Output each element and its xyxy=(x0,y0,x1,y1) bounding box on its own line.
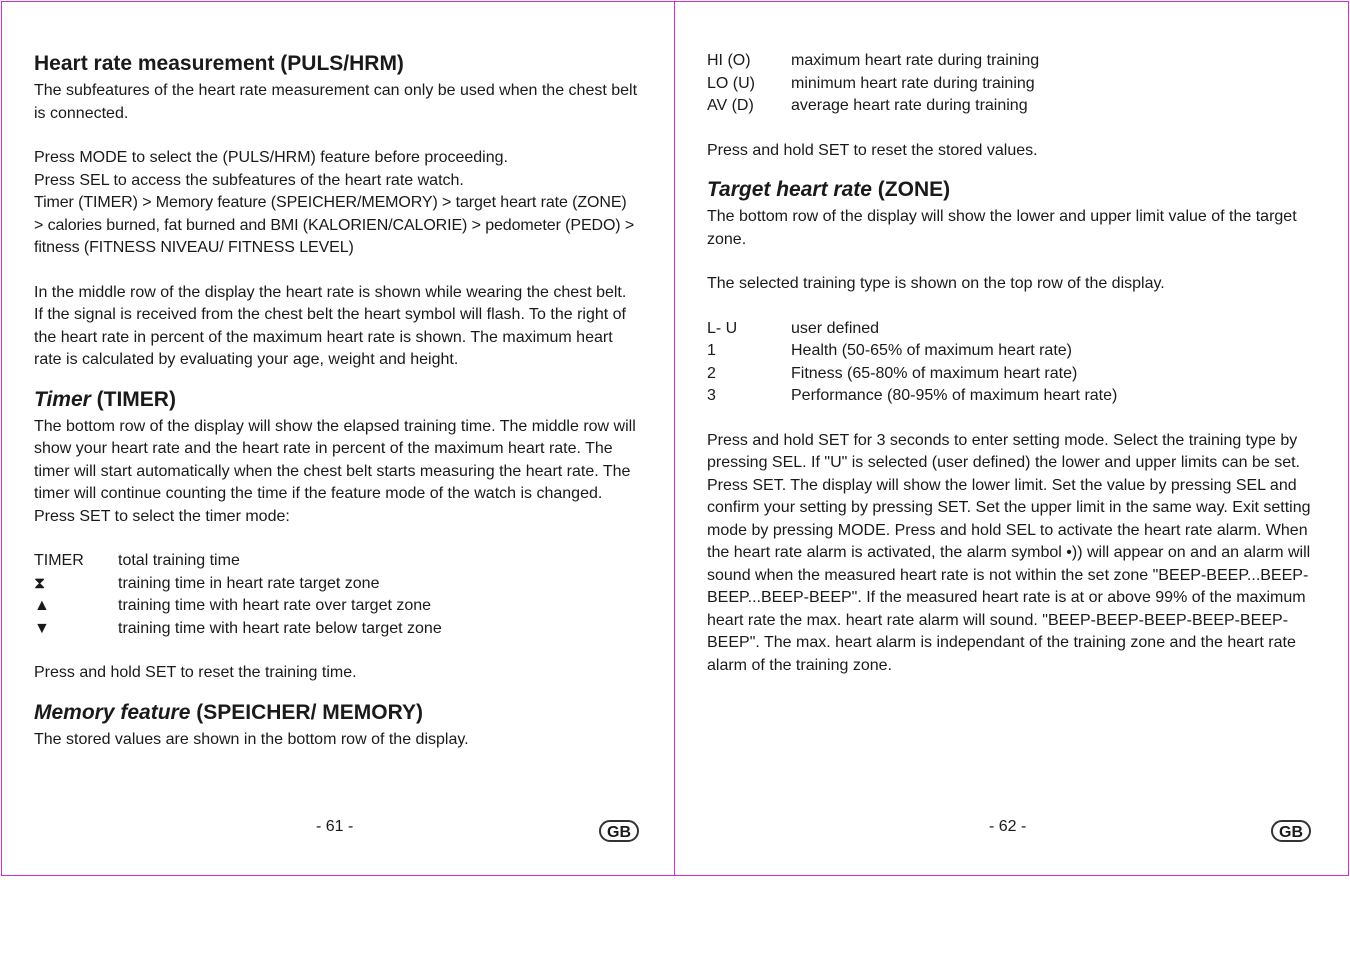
list-item-value: Performance (80-95% of maximum heart rate) xyxy=(791,387,1118,404)
list-item xyxy=(707,385,1312,408)
list-item-key: L- U xyxy=(707,319,738,337)
list-item xyxy=(34,550,638,573)
list-item-key: TIMER xyxy=(34,552,84,569)
list-item-value: training time with heart rate over target zone xyxy=(118,597,432,614)
training-type-text: The selected training type is shown on the top row of the display. xyxy=(707,275,1165,292)
list-item xyxy=(34,595,638,618)
list-item-key: LO (U) xyxy=(707,74,755,92)
list-item-value: total training time xyxy=(118,552,240,569)
timer-description: The bottom row of the display will show the elapsed training time. The middle row will show your heart rate and the heart rate in percent of the maximum heart rate. The timer will start automatically when the chest belt starts measuring the heart rate. The timer will continue counting the time if the feature mode of the watch is changed. xyxy=(34,417,636,502)
language-badge: GB xyxy=(599,820,639,842)
list-item xyxy=(707,73,1312,96)
list-item xyxy=(707,340,1312,363)
middle-row-text: In the middle row of the display the heart rate is shown while wearing the chest belt. If the signal is received from the chest belt the heart symbol will flash. To the right of the heart rate in percent of the maximum heart rate is shown. The maximum heart rate is calculated by evaluating your age, weight and height. xyxy=(34,283,627,368)
memory-values-list xyxy=(707,50,1312,118)
memory-description: The stored values are shown in the bottom row of the display. xyxy=(34,730,469,748)
memory-reset-text: Press and hold SET to reset the stored values. xyxy=(707,141,1038,159)
timer-reset-text: Press and hold SET to reset the training time. xyxy=(34,664,357,681)
list-item-value: user defined xyxy=(791,319,880,337)
page-number: - 62 - xyxy=(989,818,1027,835)
list-item-value: Health (50-65% of maximum heart rate) xyxy=(791,342,1072,359)
heart-rate-intro: The subfeatures of the heart rate measurement can only be used when the chest belt is connected. xyxy=(34,82,638,122)
list-item-key: 2 xyxy=(707,364,716,382)
list-item-value: training time with heart rate below target zone xyxy=(118,619,442,637)
list-item-key: HI (O) xyxy=(707,52,751,69)
page-number: - 61 - xyxy=(316,818,354,835)
timer-mode-list xyxy=(34,550,638,640)
list-item-value: Fitness (65-80% of maximum heart rate) xyxy=(791,364,1078,382)
target-zone-heading: Target heart rate (ZONE) xyxy=(707,178,951,201)
press-sel-text: Press SEL to access the subfeatures of the heart rate watch. xyxy=(34,171,464,189)
training-type-list xyxy=(707,318,1312,408)
subfeature-sequence: Timer (TIMER) > Memory feature (SPEICHER/MEMORY) > target heart rate (ZONE) > calories burned, fat burned and BMI (KALORIEN/CALORIE) > pedometer (PEDO) > fitness (FITNESS NIVEAU/ FITNESS LEVEL) xyxy=(34,194,635,256)
list-item-value: maximum heart rate during training xyxy=(791,52,1040,69)
list-item-key: ⧗ xyxy=(34,574,46,592)
list-item-value: average heart rate during training xyxy=(791,97,1028,114)
timer-select-text: Press SET to select the timer mode: xyxy=(34,507,290,525)
list-item-value: training time in heart rate target zone xyxy=(118,574,380,592)
left-page-content xyxy=(34,50,638,751)
list-item xyxy=(707,363,1312,386)
list-item xyxy=(34,618,638,641)
list-item-key: ▼ xyxy=(34,619,50,637)
language-badge: GB xyxy=(1271,820,1311,842)
press-mode-text: Press MODE to select the (PULS/HRM) feature before proceeding. xyxy=(34,149,508,166)
setting-mode-text: Press and hold SET for 3 seconds to enter setting mode. Select the training type by pressing SEL. If "U" is selected (user defined) the lower and upper limits can be set. Press SET. The display will show the lower limit. Set the value by pressing SEL and confirm your setting by pressing SET. Set the upper limit in the same way. Exit setting mode by pressing MODE. Press and hold SEL to activate the heart rate alarm. When the heart rate alarm is activated, the alarm symbol •)) will appear on and an alarm will sound when the measured heart rate is not within the set zone "BEEP-BEEP...BEEP-BEEP...BEEP-BEEP". If the measured heart rate is at or above 99% of the maximum heart rate the max. heart rate alarm will sound. "BEEP-BEEP-BEEP-BEEP-BEEP-BEEP". The max. heart alarm is independant of the training zone and the heart rate alarm of the training zone. xyxy=(707,431,1311,674)
memory-heading: Memory feature (SPEICHER/ MEMORY) xyxy=(34,700,423,724)
heart-rate-heading: Heart rate measurement (PULS/HRM) xyxy=(34,52,404,75)
list-item xyxy=(707,318,1312,341)
list-item xyxy=(707,95,1312,118)
list-item-value: minimum heart rate during training xyxy=(791,74,1035,92)
list-item-key: 3 xyxy=(707,387,716,404)
list-item-key: AV (D) xyxy=(707,97,754,114)
list-item-key: 1 xyxy=(707,342,716,359)
zone-description: The bottom row of the display will show the lower and upper limit value of the target zone. xyxy=(707,208,1297,248)
list-item-key: ▲ xyxy=(34,597,50,614)
left-page xyxy=(1,1,675,876)
right-page xyxy=(675,1,1349,876)
right-page-content xyxy=(707,50,1312,677)
list-item xyxy=(34,573,638,596)
list-item xyxy=(707,50,1312,73)
timer-heading: Timer (TIMER) xyxy=(34,387,176,411)
